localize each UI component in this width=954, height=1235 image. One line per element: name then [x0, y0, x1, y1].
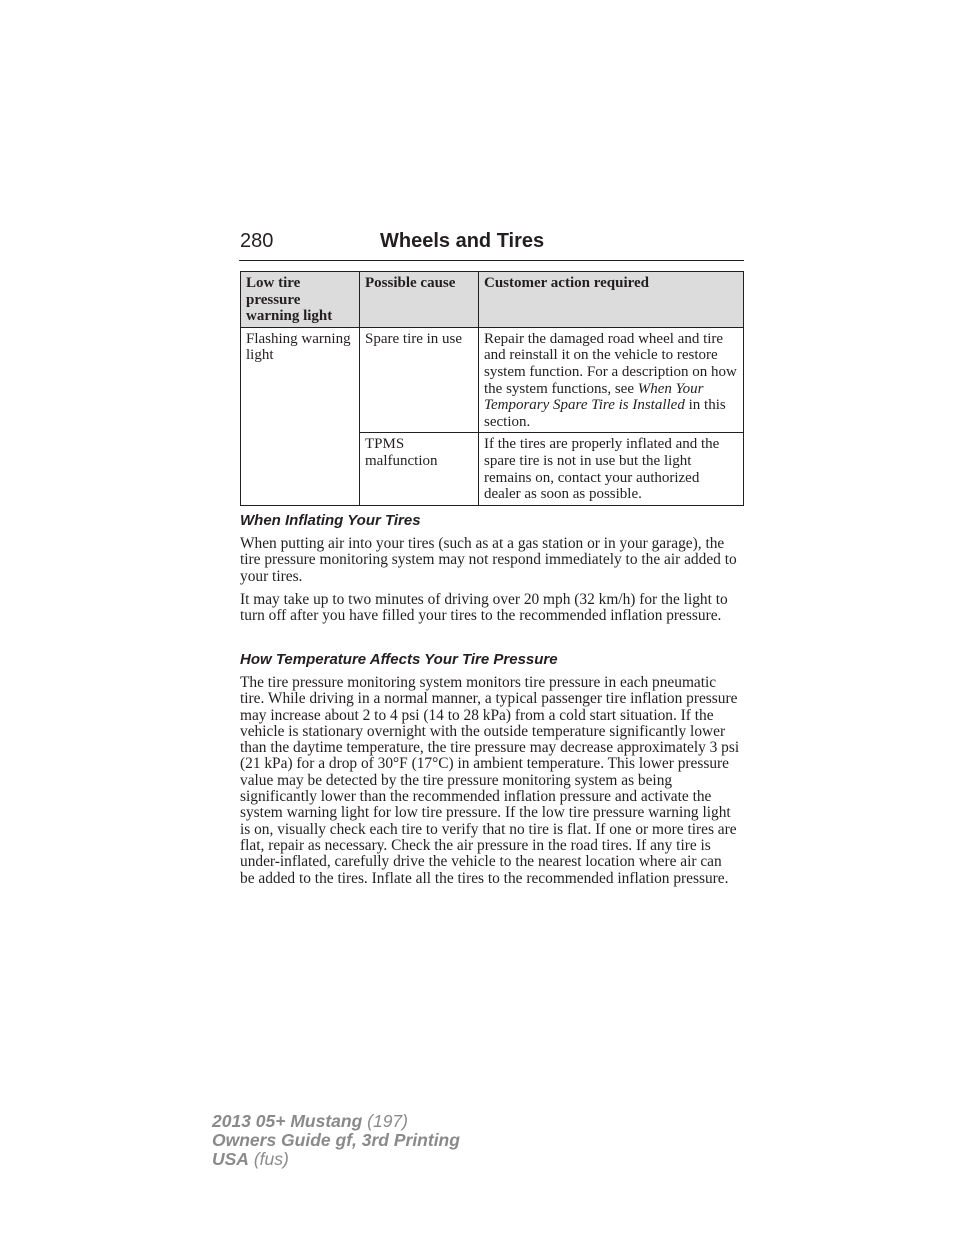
table-header-cause: Possible cause: [360, 272, 479, 328]
table-cell-cause: Spare tire in use: [360, 327, 479, 433]
subheading-temperature: How Temperature Affects Your Tire Pressure: [240, 651, 558, 668]
print-footer: [212, 1112, 460, 1169]
action-text: Repair the damaged road wheel and tire and reinstall it on the vehicle to restore system function. For a description on how the system functions, see: [484, 330, 737, 397]
section-title: Wheels and Tires: [380, 230, 545, 252]
table-header-action: Customer action required: [479, 272, 744, 328]
footer-market-code: (fus): [248, 1149, 289, 1169]
table-cell-cause: TPMS malfunction: [360, 433, 479, 505]
table-cell-action: If the tires are properly inflated and the spare tire is not in use but the light remains on, contact your authorized dealer as soon as possible.: [479, 433, 744, 505]
footer-model-code: (197): [362, 1111, 408, 1131]
paragraph: It may take up to two minutes of driving over 20 mph (32 km/h) for the light to turn off after you have filled your tires to the recommended inflation pressure.: [240, 591, 728, 625]
table-cell-action: [479, 327, 744, 433]
table-row: [241, 327, 744, 433]
table-cell-light: Flashing warning light: [241, 327, 360, 505]
cross-reference: When Your Temporary Spare Tire is Installed: [484, 380, 704, 414]
page-header: [239, 228, 744, 261]
footer-model: 2013 05+ Mustang: [212, 1111, 363, 1131]
subheading-inflating: When Inflating Your Tires: [240, 512, 421, 529]
table-header-row: [241, 272, 744, 328]
footer-line: [212, 1150, 460, 1169]
footer-line: [212, 1112, 460, 1131]
footer-market: USA: [212, 1149, 249, 1169]
table-header-light: Low tire pressure warning light: [241, 272, 360, 328]
footer-guide: Owners Guide gf, 3rd Printing: [212, 1130, 460, 1150]
paragraph: When putting air into your tires (such as at a gas station or in your garage), the tire pressure monitoring system may not respond immediately to the air added to your tires.: [240, 535, 737, 585]
footer-line: [212, 1131, 460, 1150]
paragraph: The tire pressure monitoring system monitors tire pressure in each pneumatic tire. While driving in a normal manner, a typical passenger tire inflation pressure may increase about 2 to 4 psi (14 to 28 kPa) from a cold start situation. If the vehicle is stationary overnight with the outside temperature significantly lower than the daytime temperature, the tire pressure may decrease approximately 3 psi (21 kPa) for a drop of 30°F (17°C) in ambient temperature. This lower pressure value may be detected by the tire pressure monitoring system as being significantly lower than the recommended inflation pressure and activate the system warning light for low tire pressure. If the low tire pressure warning light is on, visually check each tire to verify that no tire is flat. If one or more tires are flat, repair as necessary. Check the air pressure in the road tires. If any tire is under-inflated, carefully drive the vehicle to the nearest location where air can be added to the tires. Inflate all the tires to the recommended inflation pressure.: [240, 674, 740, 887]
action-text-end: in this section.: [484, 397, 726, 430]
page-number: 280: [240, 230, 274, 252]
tpms-warning-table: [240, 271, 744, 506]
